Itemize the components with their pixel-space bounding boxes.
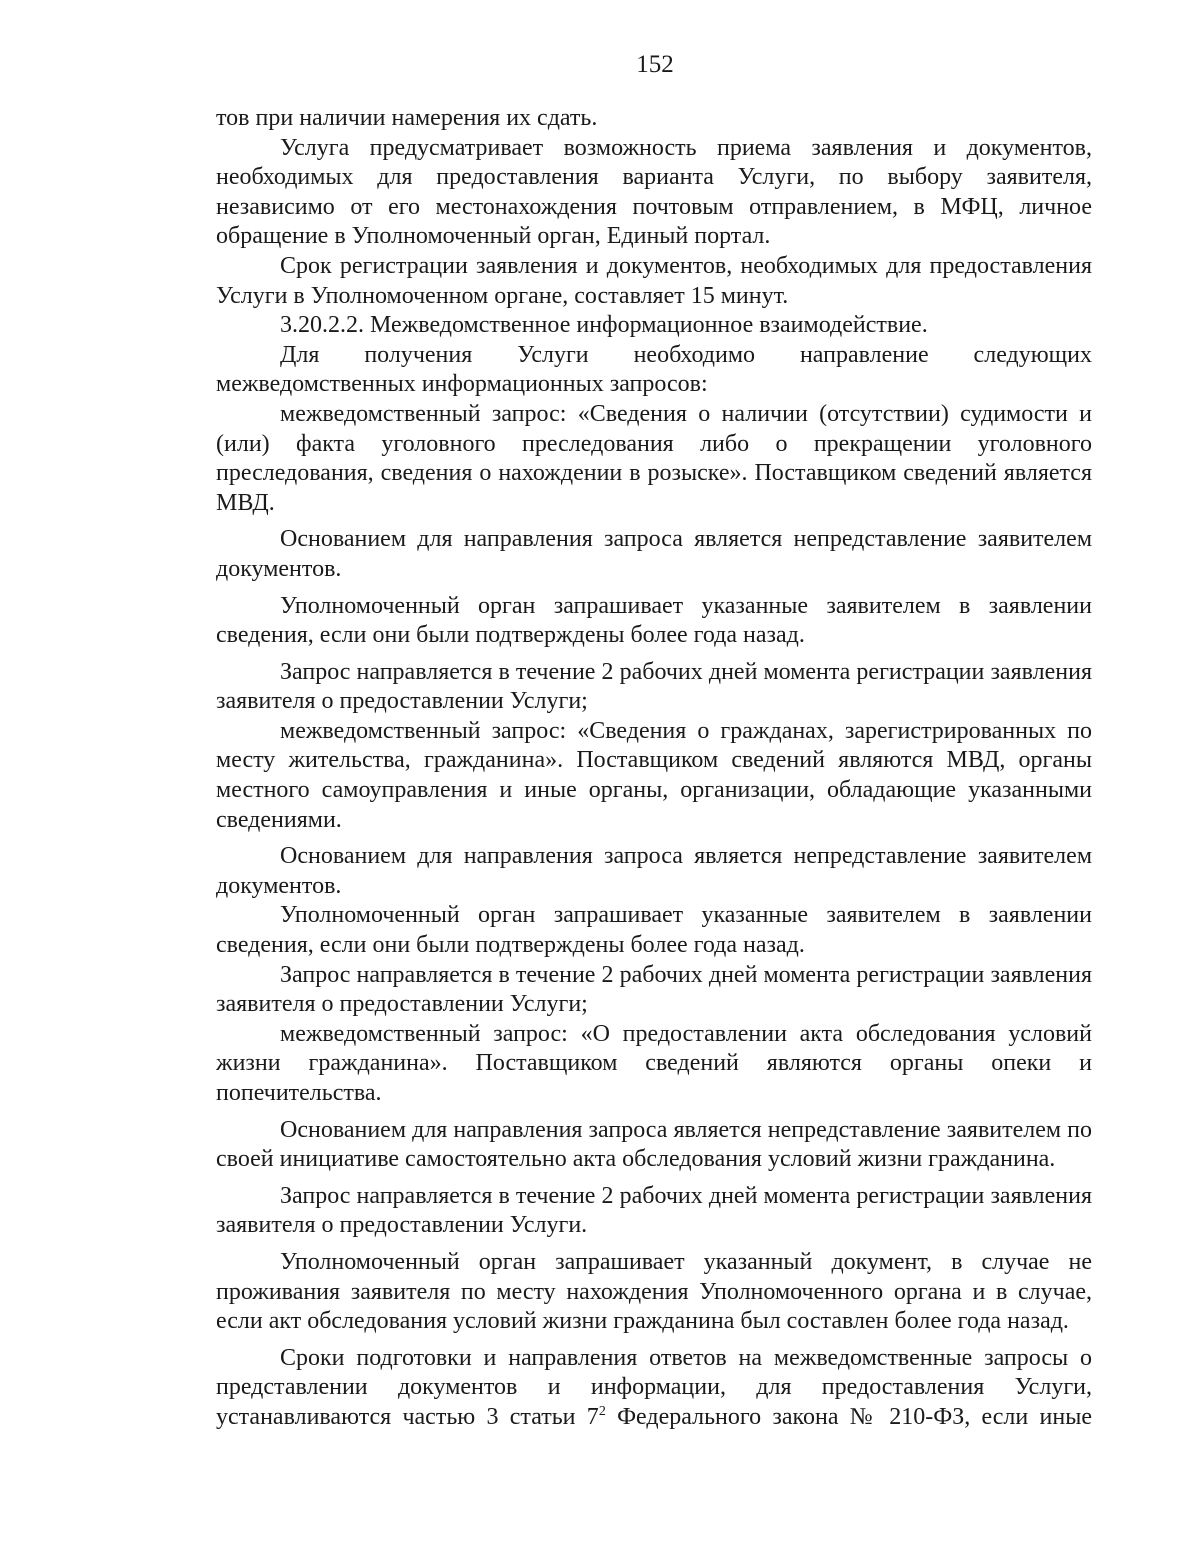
document-body (216, 104, 1092, 1433)
page-number: 152 (636, 51, 674, 78)
paragraph-request-deadline: Запрос направляется в течение 2 рабочих дней момента регистрации заявления заявителя о предоставлении Услуги. (216, 1182, 1092, 1239)
paragraph-request-deadline: Запрос направляется в течение 2 рабочих дней момента регистрации заявления заявителя о предоставлении Услуги; (216, 961, 1092, 1018)
paragraph-registration-term: Срок регистрации заявления и документов, необходимых для предоставления Услуги в Уполномоченном органе, составляет 15 минут. (216, 252, 1092, 309)
section-heading-3-20-2-2: 3.20.2.2. Межведомственное информационное взаимодействие. (280, 312, 928, 339)
paragraph-continuation: тов при наличии намерения их сдать. (216, 105, 598, 131)
paragraph-requests-intro: Для получения Услуги необходимо направление следующих межведомственных информационных запросов: (216, 341, 1092, 398)
paragraph-request-criminal-record: межведомственный запрос: «Сведения о наличии (отсутствии) судимости и (или) факта уголовного преследования либо о прекращении уголовного преследования, сведения о нахождении в розыске». Поставщиком сведений является МВД. (216, 400, 1092, 516)
paragraph-request-grounds: Основанием для направления запроса является непредставление заявителем документов. (216, 526, 1092, 582)
paragraph-request-grounds: Основанием для направления запроса является непредставление заявителем по своей инициативе самостоятельно акта обследования условий жизни гражданина. (216, 1116, 1092, 1173)
paragraph-authority-requests-document: Уполномоченный орган запрашивает указанный документ, в случае не проживания заявителя по месту нахождения Уполномоченного органа и в случае, если акт обследования условий жизни гражданина был составлен более года назад. (216, 1248, 1092, 1335)
paragraph-request-living-conditions: межведомственный запрос: «О предоставлении акта обследования условий жизни гражданина». Поставщиком сведений являются органы опеки и попечительства. (216, 1020, 1092, 1106)
paragraph-response-deadlines-tail: Федерального закона № 210-ФЗ, если иные (605, 1403, 1092, 1430)
paragraph-response-deadlines (216, 1344, 1092, 1433)
paragraph-service-submission-channels: Услуга предусматривает возможность приема заявления и документов, необходимых для предоставления варианта Услуги, по выбору заявителя, независимо от его местонахождения почтовым отправлением, в МФЦ, личное обращение в Уполномоченный орган, Единый портал. (216, 134, 1092, 250)
paragraph-authority-requests: Уполномоченный орган запрашивает указанные заявителем в заявлении сведения, если они были подтверждены более года назад. (216, 592, 1092, 649)
paragraph-request-grounds: Основанием для направления запроса является непредставление заявителем документов. (216, 843, 1092, 899)
paragraph-authority-requests: Уполномоченный орган запрашивает указанные заявителем в заявлении сведения, если они были подтверждены более года назад. (216, 902, 1092, 959)
article-superscript: 2 (598, 1403, 606, 1419)
paragraph-response-deadlines-text: Сроки подготовки и направления ответов на межведомственные запросы о представлении документов и информации, для предоставления Услуги, устанавливаются частью 3 статьи 7 (216, 1344, 1092, 1430)
paragraph-request-deadline: Запрос направляется в течение 2 рабочих дней момента регистрации заявления заявителя о предоставлении Услуги; (216, 658, 1092, 715)
paragraph-request-registered-citizens: межведомственный запрос: «Сведения о гражданах, зарегистрированных по месту жительства, гражданина». Поставщиком сведений являются МВД, органы местного самоуправления и иные органы, организации, обладающие указанными сведениями. (216, 717, 1092, 833)
